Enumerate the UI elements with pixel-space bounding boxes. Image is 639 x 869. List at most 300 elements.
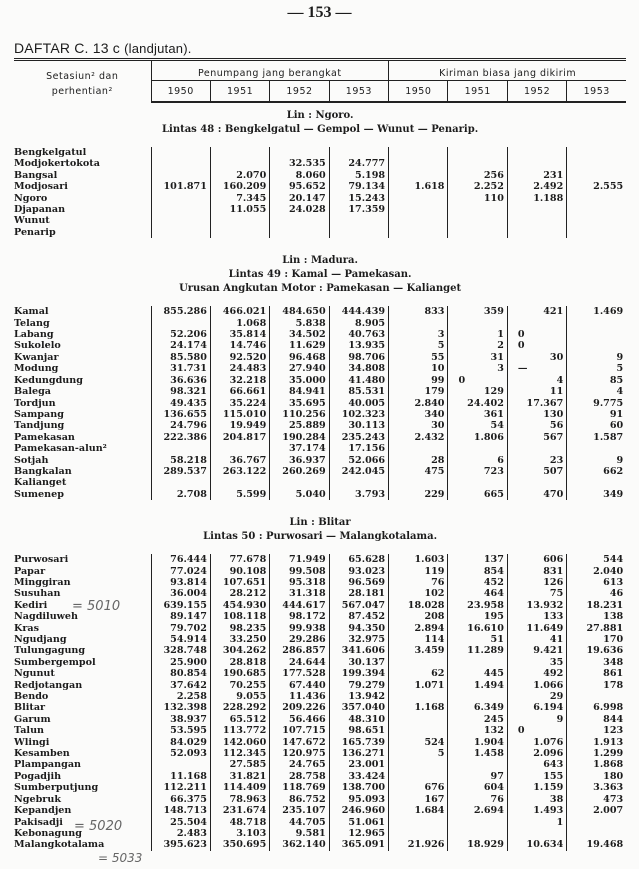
value-cell: 99.938 xyxy=(270,623,329,634)
value-cell: 178 xyxy=(603,679,624,691)
value-cell: 67.440 xyxy=(270,680,329,691)
value-cell: 11.436 xyxy=(270,691,329,702)
value-cell: 260.269 xyxy=(270,466,329,477)
station-name: Pakisadji xyxy=(14,817,151,828)
value-cell: 46 xyxy=(609,588,624,600)
table-row xyxy=(14,306,626,317)
spacer-cell xyxy=(329,137,388,147)
value-cell xyxy=(389,759,448,770)
value-cell: 8.905 xyxy=(329,318,388,329)
value-cell: 14.746 xyxy=(210,340,269,351)
station-name: Modung xyxy=(14,363,151,374)
value-cell: 844 xyxy=(603,713,624,725)
station-name: Pamekasan-alun² xyxy=(14,443,151,454)
value-cell: 190.685 xyxy=(210,668,269,679)
value-cell: 24.644 xyxy=(270,657,329,668)
value-cell: 119 xyxy=(389,566,448,577)
spacer-row xyxy=(14,544,626,554)
value-cell: 0 xyxy=(507,329,566,340)
value-cell xyxy=(151,318,210,329)
value-cell xyxy=(567,828,626,839)
value-cell: 93.023 xyxy=(329,566,388,577)
spacer-cell xyxy=(448,296,507,306)
section-route-title xyxy=(14,123,626,137)
station-name: Tandjung xyxy=(14,420,151,431)
value-cell: 30 xyxy=(389,420,448,431)
value-cell: 92.520 xyxy=(210,352,269,363)
spacer-cell xyxy=(210,851,269,861)
value-cell xyxy=(448,691,507,702)
table-row xyxy=(14,432,626,443)
value-cell: 613 xyxy=(603,576,624,588)
page-number: — 153 — xyxy=(287,4,352,21)
value-cell: 8.060 xyxy=(270,170,329,181)
value-cell: 0 xyxy=(448,375,507,386)
value-cell: 96.569 xyxy=(329,577,388,588)
spacer-cell xyxy=(210,500,269,510)
value-cell xyxy=(210,227,269,238)
value-cell: 263.122 xyxy=(210,466,269,477)
value-cell: 167 xyxy=(389,794,448,805)
value-cell: 70.255 xyxy=(210,680,269,691)
value-cell xyxy=(507,318,566,329)
value-cell: 98.321 xyxy=(151,386,210,397)
value-cell: 1.603 xyxy=(389,554,448,565)
value-cell xyxy=(270,477,329,488)
value-cell: 99 xyxy=(389,375,448,386)
value-cell: 180 xyxy=(603,770,624,782)
value-cell: 475 xyxy=(389,466,448,477)
station-name: Tordjun xyxy=(14,398,151,409)
value-cell xyxy=(448,227,507,238)
value-cell xyxy=(210,477,269,488)
value-cell: 639.155 xyxy=(151,600,210,611)
spacer-cell xyxy=(567,500,626,510)
value-cell: 41.480 xyxy=(329,375,388,386)
table-row xyxy=(14,443,626,454)
value-cell: 1.494 xyxy=(448,680,507,691)
value-cell: 2.840 xyxy=(389,398,448,409)
value-cell: 165.739 xyxy=(329,737,388,748)
value-cell: 35.695 xyxy=(270,398,329,409)
value-cell: 2.492 xyxy=(507,181,566,192)
value-cell: 138.700 xyxy=(329,782,388,793)
value-cell: 52.066 xyxy=(329,455,388,466)
value-cell xyxy=(507,204,566,215)
value-cell xyxy=(151,193,210,204)
value-cell: 231 xyxy=(507,170,566,181)
spacer-cell xyxy=(151,296,210,306)
value-cell: 1 xyxy=(448,329,507,340)
value-cell: 24.402 xyxy=(448,398,507,409)
value-cell: 55 xyxy=(389,352,448,363)
value-cell: 15.243 xyxy=(329,193,388,204)
value-cell: 833 xyxy=(389,306,448,317)
section-route-title-text: Lintas 48 : Bengkelgatul — Gempol — Wunut — Penarip. xyxy=(161,124,479,135)
station-name: Ngebruk xyxy=(14,794,151,805)
value-cell xyxy=(151,147,210,158)
spacer-cell xyxy=(14,296,151,306)
station-name: Balega xyxy=(14,386,151,397)
spacer-cell xyxy=(507,851,566,861)
table-row xyxy=(14,805,626,816)
spacer-row xyxy=(14,296,626,306)
value-cell: 2.483 xyxy=(151,828,210,839)
value-cell xyxy=(389,215,448,226)
value-cell: 507 xyxy=(507,466,566,477)
section-line-title-text: Lin : Blitar xyxy=(289,517,351,529)
value-cell: 99.508 xyxy=(270,566,329,577)
table-row xyxy=(14,318,626,329)
value-cell: 77.678 xyxy=(210,554,269,565)
value-cell xyxy=(507,828,566,839)
value-cell: 3 xyxy=(389,329,448,340)
value-cell: 242.045 xyxy=(329,466,388,477)
value-cell: 179 xyxy=(389,386,448,397)
value-cell: 29.286 xyxy=(270,634,329,645)
value-cell: 51 xyxy=(448,634,507,645)
value-cell: 6.349 xyxy=(448,702,507,713)
value-cell: 9.581 xyxy=(270,828,329,839)
value-cell xyxy=(389,477,448,488)
spacer-row xyxy=(14,500,626,510)
value-cell: 11.629 xyxy=(270,340,329,351)
value-cell: 85.580 xyxy=(151,352,210,363)
station-name: Talun xyxy=(14,725,151,736)
value-cell: — xyxy=(507,363,566,374)
value-cell: 195 xyxy=(448,611,507,622)
station-name: Kalianget xyxy=(14,477,151,488)
value-cell: 41 xyxy=(507,634,566,645)
value-cell xyxy=(329,477,388,488)
value-cell xyxy=(210,158,269,169)
value-cell: 51.061 xyxy=(329,817,388,828)
section-service-title xyxy=(14,282,626,296)
value-cell: 13.942 xyxy=(329,691,388,702)
value-cell: 27.585 xyxy=(210,759,269,770)
spacer-cell xyxy=(210,137,269,147)
spacer-cell xyxy=(389,137,448,147)
value-cell: 107.651 xyxy=(210,577,269,588)
station-name: Blitar xyxy=(14,702,151,713)
value-cell xyxy=(448,204,507,215)
title-main: DAFTAR C. 13 c xyxy=(14,40,121,56)
value-cell: 246.960 xyxy=(329,805,388,816)
station-name: Kesamben xyxy=(14,748,151,759)
value-cell: 108.118 xyxy=(210,611,269,622)
value-cell: 16.610 xyxy=(448,623,507,634)
value-cell xyxy=(567,215,626,226)
value-cell xyxy=(567,227,626,238)
value-cell: 177.528 xyxy=(270,668,329,679)
value-cell: 5 xyxy=(389,340,448,351)
value-cell: 452 xyxy=(448,577,507,588)
spacer-cell xyxy=(389,851,448,861)
station-name: Kediri xyxy=(14,600,151,611)
spacer-cell xyxy=(151,238,210,248)
value-cell: 854 xyxy=(448,566,507,577)
value-cell: 65.628 xyxy=(329,554,388,565)
value-cell: 33.424 xyxy=(329,771,388,782)
value-cell: 1.587 xyxy=(593,431,624,443)
value-cell: 289.537 xyxy=(151,466,210,477)
value-cell: 95.318 xyxy=(270,577,329,588)
table-body xyxy=(14,102,626,861)
value-cell: 98.172 xyxy=(270,611,329,622)
value-cell: 3.103 xyxy=(210,828,269,839)
value-cell: 33.250 xyxy=(210,634,269,645)
value-cell: 28.818 xyxy=(210,657,269,668)
station-name: Sukolelo xyxy=(14,340,151,351)
value-cell: 80.854 xyxy=(151,668,210,679)
table-row xyxy=(14,363,626,374)
value-cell: 208 xyxy=(389,611,448,622)
value-cell: 170 xyxy=(603,634,624,645)
station-name: Ngoro xyxy=(14,193,151,204)
value-cell: 37.174 xyxy=(270,443,329,454)
value-cell xyxy=(389,657,448,668)
spacer-cell xyxy=(151,544,210,554)
value-cell: 66.375 xyxy=(151,794,210,805)
station-name: Plampangan xyxy=(14,759,151,770)
value-cell xyxy=(448,828,507,839)
value-cell: 95.652 xyxy=(270,181,329,192)
value-cell: 142.060 xyxy=(210,737,269,748)
value-cell: 4 xyxy=(507,375,566,386)
value-cell: 40.005 xyxy=(329,398,388,409)
table-row xyxy=(14,466,626,477)
handwritten-note: = 5020 xyxy=(74,819,123,834)
value-cell: 1.493 xyxy=(507,805,566,816)
table-row xyxy=(14,566,626,577)
value-cell: 13.935 xyxy=(329,340,388,351)
value-cell: 110 xyxy=(448,193,507,204)
handwritten-note: = 5010 xyxy=(72,599,121,614)
value-cell: 5 xyxy=(616,363,624,375)
value-cell: 1.458 xyxy=(448,748,507,759)
value-cell: 35 xyxy=(507,657,566,668)
station-name: Wunut xyxy=(14,215,151,226)
value-cell: 79.279 xyxy=(329,680,388,691)
spacer-cell xyxy=(567,238,626,248)
section-route-title xyxy=(14,268,626,282)
value-cell: 48.718 xyxy=(210,817,269,828)
value-cell: 9 xyxy=(616,351,624,363)
section-service-title-text: Urusan Angkutan Motor : Pamekasan — Kalianget xyxy=(179,283,462,295)
value-cell xyxy=(151,158,210,169)
value-cell: 1.469 xyxy=(593,306,624,318)
value-cell: 5.040 xyxy=(270,489,329,500)
year-header: 1952 xyxy=(270,81,329,103)
value-cell: 28.181 xyxy=(329,588,388,599)
value-cell: 2.070 xyxy=(210,170,269,181)
value-cell: 20.147 xyxy=(270,193,329,204)
value-cell: 12.965 xyxy=(329,828,388,839)
spacer-cell xyxy=(14,544,151,554)
value-cell: 23 xyxy=(507,455,566,466)
handwritten-note: = 5033 xyxy=(98,851,143,865)
value-cell: 18.028 xyxy=(389,600,448,611)
station-name: Ngudjang xyxy=(14,634,151,645)
table-row xyxy=(14,398,626,409)
spacer-cell xyxy=(448,137,507,147)
value-cell: 18.231 xyxy=(586,599,624,611)
value-cell: 2.007 xyxy=(593,805,624,817)
value-cell: 78.963 xyxy=(210,794,269,805)
spacer-cell xyxy=(210,238,269,248)
value-cell: 1 xyxy=(507,817,566,828)
table-row xyxy=(14,623,626,634)
value-cell: 6.194 xyxy=(507,702,566,713)
spacer-cell xyxy=(389,544,448,554)
station-name: Papar xyxy=(14,566,151,577)
value-cell xyxy=(151,204,210,215)
value-cell: 155 xyxy=(507,771,566,782)
value-cell: 2.555 xyxy=(593,181,624,193)
value-cell xyxy=(448,759,507,770)
year-header: 1950 xyxy=(151,81,210,103)
spacer-cell xyxy=(507,238,566,248)
value-cell: 4 xyxy=(616,386,624,398)
spacer-cell xyxy=(270,137,329,147)
value-cell: 1.618 xyxy=(389,181,448,192)
table-row xyxy=(14,420,626,431)
value-cell xyxy=(567,340,626,351)
table-row xyxy=(14,386,626,397)
table-row xyxy=(14,329,626,340)
value-cell xyxy=(507,147,566,158)
value-cell: 38 xyxy=(507,794,566,805)
value-cell: 421 xyxy=(507,306,566,317)
value-cell: 31.318 xyxy=(270,588,329,599)
section-route-title-text: Lintas 49 : Kamal — Pamekasan. xyxy=(228,269,412,281)
value-cell: 24.483 xyxy=(210,363,269,374)
value-cell: 341.606 xyxy=(329,645,388,656)
station-header-line2: perhentian² xyxy=(51,86,113,97)
year-header: 1952 xyxy=(507,81,566,103)
station-column-header xyxy=(14,60,151,103)
value-cell: 9 xyxy=(616,454,624,466)
value-cell: 28.212 xyxy=(210,588,269,599)
value-cell: 130 xyxy=(507,409,566,420)
passengers-group-header: Penumpang jang berangkat xyxy=(151,60,389,81)
table-row xyxy=(14,409,626,420)
table-row xyxy=(14,714,626,725)
station-name: Redjotangan xyxy=(14,680,151,691)
value-cell: 90.108 xyxy=(210,566,269,577)
value-cell: 34.502 xyxy=(270,329,329,340)
value-cell: 24.174 xyxy=(151,340,210,351)
spacer-cell xyxy=(329,851,388,861)
value-cell: 76 xyxy=(448,794,507,805)
station-name: Tulungagung xyxy=(14,645,151,656)
value-cell: 349 xyxy=(603,488,624,500)
station-name: Pamekasan xyxy=(14,432,151,443)
value-cell: 18.929 xyxy=(448,839,507,850)
table-row xyxy=(14,737,626,748)
table-row xyxy=(14,759,626,770)
value-cell: 112.345 xyxy=(210,748,269,759)
value-cell: 102 xyxy=(389,588,448,599)
value-cell: 58.218 xyxy=(151,455,210,466)
section-route-title-text: Lintas 50 : Purwosari — Malangkotalama. xyxy=(203,531,438,543)
spacer-cell xyxy=(507,296,566,306)
value-cell: 24.765 xyxy=(270,759,329,770)
value-cell: 25.504 xyxy=(151,817,210,828)
value-cell: 115.010 xyxy=(210,409,269,420)
value-cell: 35.000 xyxy=(270,375,329,386)
value-cell: 544 xyxy=(603,554,624,566)
table-row xyxy=(14,352,626,363)
spacer-cell xyxy=(448,238,507,248)
value-cell: 5.838 xyxy=(270,318,329,329)
value-cell: 56.466 xyxy=(270,714,329,725)
value-cell: 17.156 xyxy=(329,443,388,454)
value-cell: 87.452 xyxy=(329,611,388,622)
value-cell: 126 xyxy=(507,577,566,588)
station-name: Kedungdung xyxy=(14,375,151,386)
station-name: Sumenep xyxy=(14,489,151,500)
value-cell: 11.168 xyxy=(151,771,210,782)
value-cell xyxy=(567,318,626,329)
value-cell: 76.444 xyxy=(151,554,210,565)
spacer-cell xyxy=(210,296,269,306)
value-cell: 129 xyxy=(448,386,507,397)
table-row xyxy=(14,634,626,645)
value-cell: 30.137 xyxy=(329,657,388,668)
station-name: Minggiran xyxy=(14,577,151,588)
station-name: Labang xyxy=(14,329,151,340)
section-line-title-text: Lin : Ngoro. xyxy=(286,110,354,121)
value-cell: 6.998 xyxy=(593,702,624,714)
value-cell xyxy=(151,759,210,770)
value-cell xyxy=(567,147,626,158)
spacer-cell xyxy=(151,137,210,147)
spacer-cell xyxy=(389,500,448,510)
value-cell: 30 xyxy=(507,352,566,363)
table-row xyxy=(14,645,626,656)
value-cell: 110.256 xyxy=(270,409,329,420)
value-cell: 357.040 xyxy=(329,702,388,713)
station-name: Bangsal xyxy=(14,170,151,181)
value-cell xyxy=(389,227,448,238)
value-cell xyxy=(448,318,507,329)
station-name: Kepandjen xyxy=(14,805,151,816)
table-row xyxy=(14,181,626,192)
station-name: Bendo xyxy=(14,691,151,702)
value-cell: 5.599 xyxy=(210,489,269,500)
value-cell: 304.262 xyxy=(210,645,269,656)
value-cell: 38.937 xyxy=(151,714,210,725)
station-name: Djapanan xyxy=(14,204,151,215)
value-cell: 35.814 xyxy=(210,329,269,340)
value-cell xyxy=(389,817,448,828)
value-cell xyxy=(151,477,210,488)
value-cell xyxy=(448,817,507,828)
value-cell: 132 xyxy=(448,725,507,736)
value-cell: 84.941 xyxy=(270,386,329,397)
section-line-title xyxy=(14,510,626,530)
value-cell: 3.459 xyxy=(389,645,448,656)
table-row xyxy=(14,748,626,759)
value-cell: 118.769 xyxy=(270,782,329,793)
value-cell: 123 xyxy=(603,725,624,737)
table-row xyxy=(14,340,626,351)
table-row xyxy=(14,455,626,466)
value-cell: 484.650 xyxy=(270,306,329,317)
shipments-group-header: Kiriman biasa jang dikirim xyxy=(389,60,627,81)
value-cell: 84.029 xyxy=(151,737,210,748)
